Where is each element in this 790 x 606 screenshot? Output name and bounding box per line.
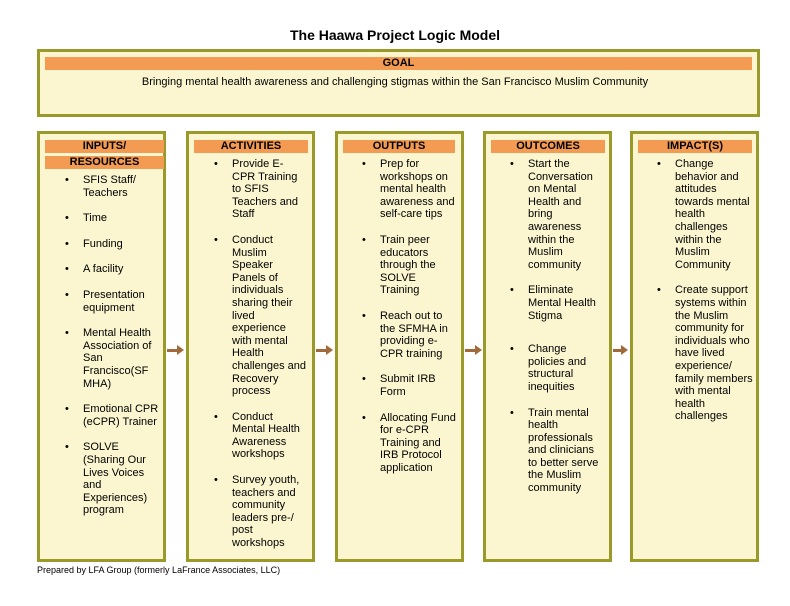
list-item: • SFIS Staff/ Teachers [83, 174, 161, 199]
inputs-header-line2: RESOURCES [45, 156, 164, 169]
list-item: • Eliminate Mental Health Stigma [528, 284, 604, 322]
arrow-right-icon [613, 349, 623, 352]
list-item: • Train peer educators through the SOLVE Training [380, 234, 456, 297]
list-item: • Submit IRB Form [380, 373, 456, 398]
list-item: • Survey youth, teachers and community leaders pre-/ post workshops [232, 474, 306, 550]
inputs-header-line1: INPUTS/ [45, 140, 164, 153]
list-item: • A facility [83, 263, 161, 276]
list-item: • Provide E-CPR Training to SFIS Teachers and Staff [232, 158, 306, 221]
list-item: • Funding [83, 238, 161, 251]
goal-text: Bringing mental health awareness and challenging stigmas within the San Francisco Muslim Community [141, 76, 649, 88]
goal-header: GOAL [45, 57, 752, 70]
outputs-header: OUTPUTS [343, 140, 455, 153]
list-item: • Start the Conversation on Mental Health and bring awareness within the Muslim community [528, 158, 604, 271]
list-item: • Time [83, 212, 161, 225]
arrow-right-icon [316, 349, 328, 352]
outputs-list [380, 158, 456, 474]
outcomes-list [528, 158, 604, 495]
list-item: • Prep for workshops on mental health awareness and self-care tips [380, 158, 456, 221]
list-item: • Create support systems within the Muslim community for individuals who have lived experience/ family members with mental health challenges [675, 284, 753, 423]
activities-list [232, 158, 306, 550]
list-item: • Allocating Fund for e-CPR Training and IRB Protocol application [380, 412, 456, 475]
list-item: • Conduct Mental Health Awareness workshops [232, 411, 306, 461]
list-item: • Presentation equipment [83, 289, 161, 314]
list-item: • Mental Health Association of San Francisco(SF MHA) [83, 327, 161, 390]
list-item: • Change policies and structural inequities [528, 343, 604, 393]
impacts-list [675, 158, 753, 423]
list-item: • Emotional CPR (eCPR) Trainer [83, 403, 161, 428]
arrow-right-icon [465, 349, 477, 352]
arrow-right-icon [167, 349, 179, 352]
list-item: • Train mental health professionals and clinicians to better serve the Muslim community [528, 407, 604, 495]
list-item: • Change behavior and attitudes towards mental health challenges within the Muslim Community [675, 158, 753, 271]
list-item: • SOLVE (Sharing Our Lives Voices and Experiences) program [83, 441, 161, 517]
page-title: The Haawa Project Logic Model [289, 27, 501, 43]
activities-header: ACTIVITIES [194, 140, 308, 153]
list-item: • Conduct Muslim Speaker Panels of individuals sharing their lived experience with mental Health challenges and Recovery process [232, 234, 306, 398]
inputs-list [83, 174, 161, 517]
outcomes-header: OUTCOMES [491, 140, 605, 153]
footer-credit: Prepared by LFA Group (formerly LaFrance Associates, LLC) [37, 565, 281, 575]
impacts-header: IMPACT(S) [638, 140, 752, 153]
list-item: • Reach out to the SFMHA in providing e-CPR training [380, 310, 456, 360]
